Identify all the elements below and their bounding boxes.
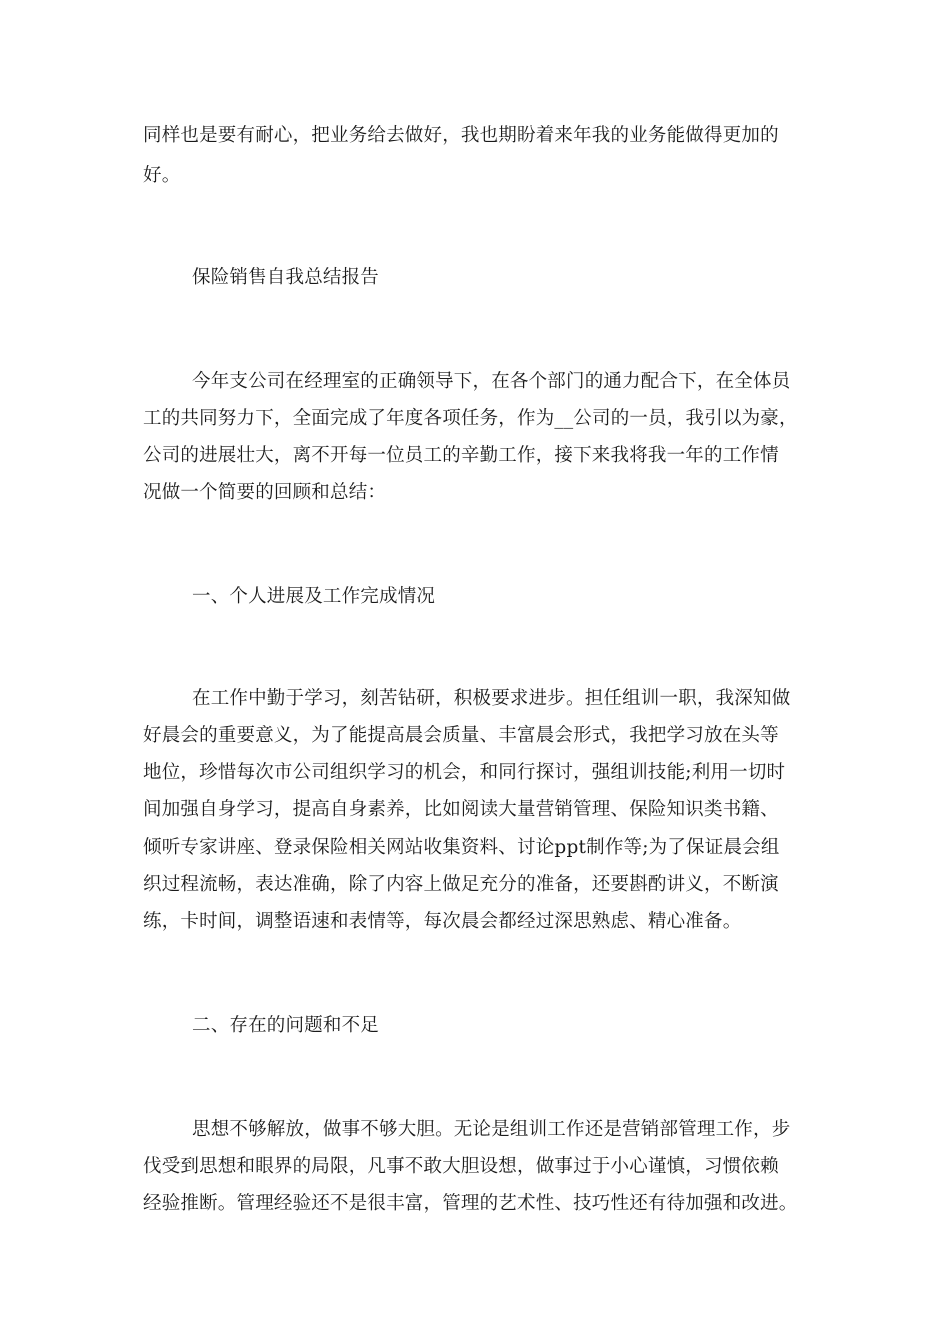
section-heading: 一、个人进展及工作完成情况	[192, 586, 436, 607]
paragraph-line: 伐受到思想和眼界的局限，凡事不敢大胆设想，做事过于小心谨慎，习惯依赖	[143, 1156, 779, 1177]
paragraph-line: 工的共同努力下，全面完成了年度各项任务，作为__公司的一员，我引以为豪，	[143, 408, 798, 429]
paragraph-line: 织过程流畅，表达准确，除了内容上做足充分的准备，还要斟酌讲义，不断演	[143, 874, 779, 895]
paragraph-line: 思想不够解放，做事不够大胆。无论是组训工作还是营销部管理工作，步	[192, 1119, 791, 1140]
paragraph-line: 倾听专家讲座、登录保险相关网站收集资料、讨论ppt制作等;为了保证晨会组	[143, 837, 780, 858]
paragraph-line: 同样也是要有耐心，把业务给去做好，我也期盼着来年我的业务能做得更加的	[143, 125, 779, 146]
section-heading: 二、存在的问题和不足	[192, 1015, 380, 1036]
paragraph-line: 今年支公司在经理室的正确领导下，在各个部门的通力配合下，在全体员	[192, 371, 791, 392]
paragraph-line: 况做一个简要的回顾和总结：	[143, 482, 387, 503]
paragraph-line: 好。	[143, 165, 181, 186]
paragraph-line: 练，卡时间，调整语速和表情等，每次晨会都经过深思熟虑、精心准备。	[143, 911, 742, 932]
paragraph-line: 公司的进展壮大，离不开每一位员工的辛勤工作，接下来我将我一年的工作情	[143, 445, 779, 466]
paragraph-line: 经验推断。管理经验还不是很丰富，管理的艺术性、技巧性还有待加强和改进。	[143, 1193, 798, 1214]
paragraph-line: 好晨会的重要意义，为了能提高晨会质量、丰富晨会形式，我把学习放在头等	[143, 725, 779, 746]
paragraph-line: 地位，珍惜每次市公司组织学习的机会，和同行探讨，强组训技能;利用一切时	[143, 762, 786, 783]
document-title: 保险销售自我总结报告	[192, 267, 380, 288]
paragraph-line: 在工作中勤于学习，刻苦钻研，积极要求进步。担任组训一职，我深知做	[192, 688, 791, 709]
paragraph-line: 间加强自身学习，提高自身素养，比如阅读大量营销管理、保险知识类书籍、	[143, 799, 779, 820]
